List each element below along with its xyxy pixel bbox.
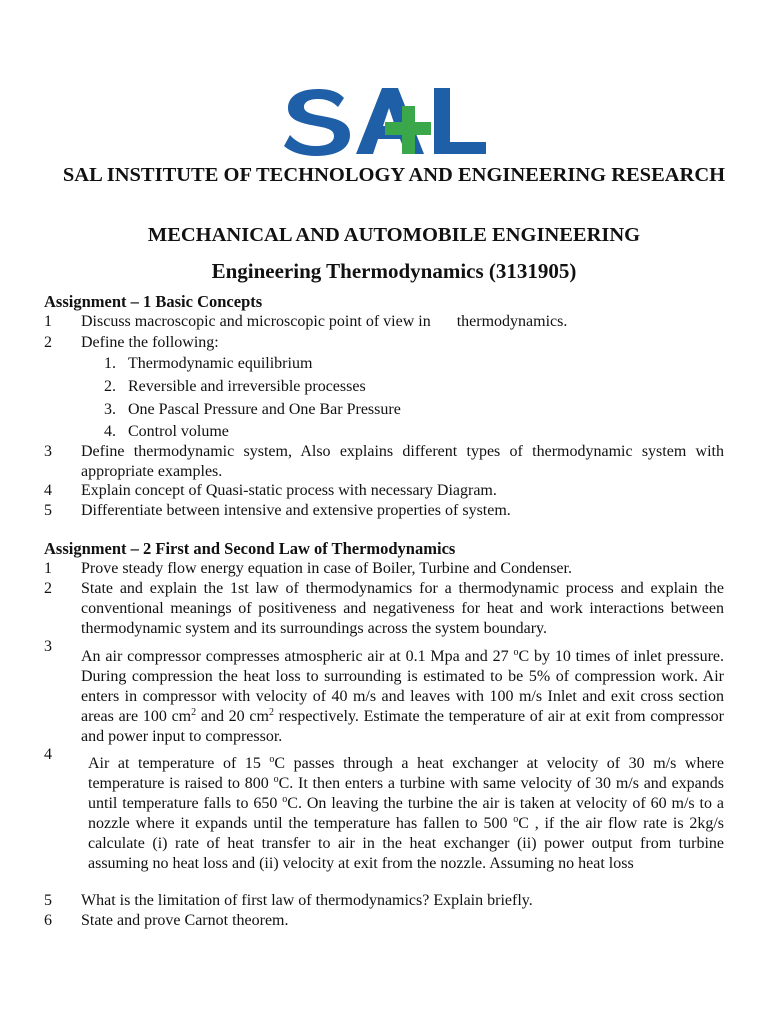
question-text: What is the limitation of first law of thermodynamics? Explain briefly. (81, 892, 533, 909)
question-item (44, 442, 724, 482)
sub-item-number: 2. (104, 378, 116, 395)
question-text: Air at temperature of 15 $^o$C passes through a heat exchanger at velocity of 30 m/s where temperature is raised to 800 $^o$C. It then enters a turbine with same velocity of 30 m/s and expands until temperature falls to 650 $^o$C. On leaving the turbine the air is taken at velocity of 60 m/s to a nozzle where it expands until the temperature has fallen to 500 $^o$C , if the air flow rate is 2kg/s calculate (i) rate of heat transfer to air in the heat exchanger (ii) power output from turbine assuming no heat loss and (ii) velocity at exit from the nozzle. Assuming no heat loss (88, 754, 725, 872)
question-text: Prove steady flow energy equation in case of Boiler, Turbine and Condenser. (81, 560, 572, 577)
question-number: 4 (44, 482, 52, 499)
question-number: 3 (44, 638, 52, 655)
subject-title: Engineering Thermodynamics (3131905) (211, 259, 577, 283)
sub-item-number: 3. (104, 401, 116, 418)
question-item (44, 312, 724, 332)
question-number: 1 (44, 560, 52, 577)
question-text: Explain concept of Quasi-static process with necessary Diagram. (81, 482, 497, 499)
question-number: 2 (44, 580, 52, 597)
question-text: An air compressor compresses atmospheric air at 0.1 Mpa and 27 $^o$C by 10 times of inlet pressure. During compression the heat loss to surrounding is estimated to be 5% of compression work. Air enters in compressor with velocity of 40 m/s and leaves with 100 m/s Inlet and exit cross section areas are 100 $cm^2$ and 20 $cm^2$ respectively. Estimate the temperature of air at exit from compressor and power input to compressor. (81, 647, 724, 745)
question-text: Define the following: (81, 334, 219, 351)
question-text: Define thermodynamic system, Also explains different types of thermodynamic system with appropriate examples. (81, 443, 724, 480)
question-text: State and explain the 1st law of thermodynamics for a thermodynamic process and explain the conventional meanings of positiveness and negativeness for heat and work interactions between thermodynamic system and its surroundings across the system boundary. (81, 580, 724, 637)
sub-item (104, 400, 401, 420)
assignment-1-heading: Assignment – 1 Basic Concepts (44, 292, 263, 311)
question-number: 6 (44, 912, 52, 929)
question-item (44, 579, 724, 639)
question-item (44, 745, 724, 874)
sal-logo (282, 84, 488, 156)
question-number: 4 (44, 746, 52, 763)
sub-item-number: 4. (104, 423, 116, 440)
sub-item-text: Thermodynamic equilibrium (128, 355, 313, 372)
assignment-2-heading: Assignment – 2 First and Second Law of Thermodynamics (44, 539, 456, 558)
sub-item-number: 1. (104, 355, 116, 372)
question-number: 3 (44, 443, 52, 460)
question-number: 1 (44, 313, 52, 330)
sub-item (104, 377, 366, 397)
question-item (44, 637, 724, 747)
question-item (44, 501, 724, 521)
question-number: 5 (44, 502, 52, 519)
sub-item (104, 422, 229, 442)
question-item (44, 559, 724, 579)
department-title: MECHANICAL AND AUTOMOBILE ENGINEERING (147, 224, 641, 246)
sub-item-text: One Pascal Pressure and One Bar Pressure (128, 401, 401, 418)
question-item (44, 333, 724, 353)
institute-title: SAL INSTITUTE OF TECHNOLOGY AND ENGINEERING RESEARCH (62, 164, 726, 186)
question-number: 2 (44, 334, 52, 351)
question-text: Differentiate between intensive and extensive properties of system. (81, 502, 511, 519)
sub-item (104, 354, 312, 374)
question-text: State and prove Carnot theorem. (81, 912, 289, 929)
logo-text: SAL (282, 84, 284, 85)
question-item (44, 481, 724, 501)
question-item (44, 891, 724, 911)
sub-item-text: Control volume (128, 423, 229, 440)
question-number: 5 (44, 892, 52, 909)
sub-item-text: Reversible and irreversible processes (128, 378, 366, 395)
question-text: Discuss macroscopic and microscopic point of view in (81, 313, 431, 330)
question-item (44, 911, 724, 931)
question-text-end: thermodynamics. (456, 313, 568, 330)
